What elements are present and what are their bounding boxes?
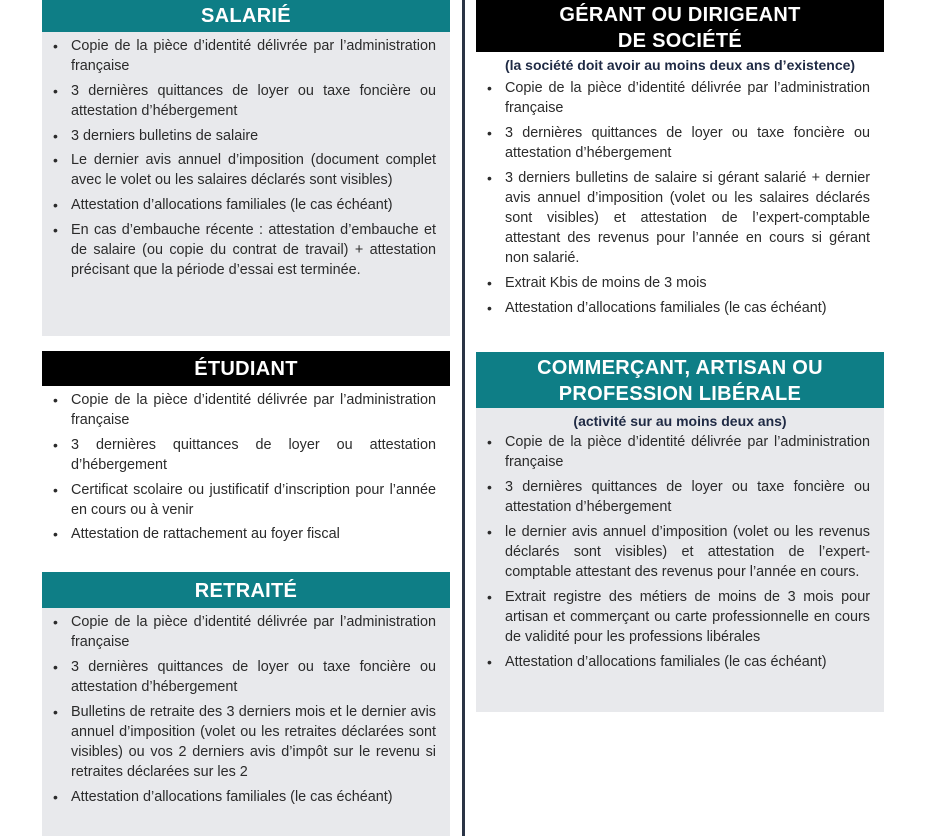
- list-item: • Attestation d’allocations familiales (le cas échéant): [487, 653, 827, 670]
- list-item: • 3 derniers bulletins de salaire: [53, 127, 259, 144]
- list-item: • Extrait registre des métiers de moins de 3 mois pour artisan et commerçant ou carte professionnelle en cours de validité pour les professions libérales: [487, 588, 870, 645]
- section-title-line: PROFESSION LIBÉRALE: [558, 383, 802, 405]
- list-item: • 3 derniers bulletins de salaire si gérant salarié + dernier avis annuel d’imposition (volet ou les salaires déclarés sont visibles) et attestation de l’expert-comptable attestant des revenus pour l’année en cours si gérant non salarié.: [487, 169, 870, 267]
- list-item: • 3 dernières quittances de loyer ou taxe foncière ou attestation d’hébergement: [487, 478, 870, 515]
- document-list: [42, 608, 450, 807]
- list-item: • En cas d’embauche récente : attestation d’embauche et de salaire (ou copie du contrat de travail) + attestation précisant que la période d’essai est terminée.: [53, 221, 436, 278]
- list-item: • Copie de la pièce d’identité délivrée par l’administration française: [53, 392, 436, 429]
- list-item: • Copie de la pièce d’identité délivrée par l’administration française: [487, 80, 870, 117]
- list-item: • Le dernier avis annuel d’imposition (document complet avec le volet ou les salaires déclarés sont visibles): [53, 152, 436, 189]
- list-item: • Attestation d’allocations familiales (le cas échéant): [53, 196, 393, 213]
- list-item: • Attestation de rattachement au foyer fiscal: [53, 526, 340, 543]
- section-title: ÉTUDIANT: [42, 351, 450, 386]
- list-item: • Copie de la pièce d’identité délivrée par l’administration française: [53, 38, 436, 75]
- document-list: [42, 32, 450, 280]
- section-title: [476, 352, 884, 408]
- list-item: • 3 dernières quittances de loyer ou taxe foncière ou attestation d’hébergement: [487, 124, 870, 161]
- list-item: • Certificat scolaire ou justificatif d’inscription pour l’année en cours ou à venir: [53, 481, 436, 518]
- list-item: • Copie de la pièce d’identité délivrée par l’administration française: [487, 434, 870, 471]
- document-list: [476, 78, 884, 318]
- section-subtitle: (activité sur au moins deux ans): [573, 413, 787, 429]
- section-title: SALARIÉ: [42, 0, 450, 32]
- list-item: • Attestation d’allocations familiales (le cas échéant): [53, 788, 393, 805]
- section-title-line: GÉRANT OU DIRIGEANT: [559, 4, 801, 26]
- section-etudiant: [42, 351, 450, 555]
- section-gerant: [476, 0, 884, 336]
- section-title-line: COMMERÇANT, ARTISAN OU: [537, 357, 823, 379]
- list-item: • 3 dernières quittances de loyer ou taxe foncière ou attestation d’hébergement: [53, 82, 436, 119]
- list-item: • Copie de la pièce d’identité délivrée par l’administration française: [53, 614, 436, 651]
- list-item: • Extrait Kbis de moins de 3 mois: [487, 275, 707, 291]
- document-list: [42, 386, 450, 545]
- column-divider: [462, 0, 465, 836]
- list-item: • Attestation d’allocations familiales (le cas échéant): [487, 299, 827, 316]
- list-item: • 3 dernières quittances de loyer ou attestation d’hébergement: [53, 436, 436, 473]
- section-title-line: DE SOCIÉTÉ: [617, 30, 743, 52]
- list-item: • le dernier avis annuel d’imposition (volet ou les revenus déclarés sont visibles) et attestation de l’expert-comptable attestant des revenus pour l’année en cours.: [487, 523, 870, 580]
- section-subtitle: (la société doit avoir au moins deux ans d’existence): [504, 57, 856, 73]
- section-title: RETRAITÉ: [42, 572, 450, 608]
- section-salarie: [42, 0, 450, 336]
- section-commercant: [476, 352, 884, 712]
- list-item: • 3 dernières quittances de loyer ou taxe foncière ou attestation d’hébergement: [53, 658, 436, 695]
- list-item: • Bulletins de retraite des 3 derniers mois et le dernier avis annuel d’imposition (volet ou les retraites déclarées sont visibles) ou vos 2 derniers avis d’impôt sur le revenu si retraites déclarées sur les 2: [53, 703, 436, 781]
- section-title: [476, 0, 884, 52]
- section-retraite: [42, 572, 450, 836]
- document-list: [476, 432, 884, 672]
